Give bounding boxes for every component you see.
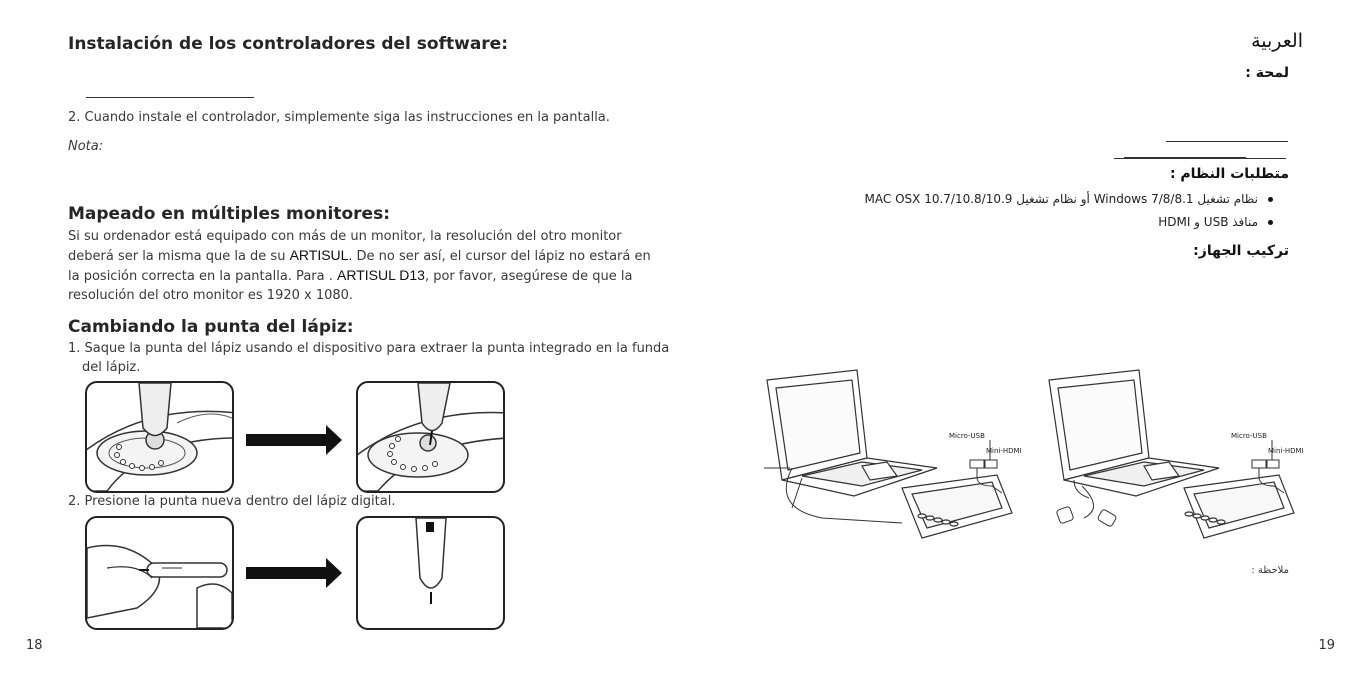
bullet-icon [1268, 220, 1273, 225]
requirement-ports [1158, 215, 1273, 229]
label-micro-usb-1: Micro-USB [949, 432, 985, 440]
arabic-title: العربية [1251, 30, 1303, 52]
multi-text: deberá ser la misma que la de su [68, 249, 290, 264]
req-os-ar-1: نظام تشغيل [1197, 192, 1258, 206]
heading-change-tip: Cambiando la punta del lápiz: [68, 317, 354, 337]
multi-text: la posición correcta en la pantalla. Para . [68, 269, 337, 284]
pen-holder-illustration [358, 383, 503, 491]
brand-model: ARTISUL D13 [337, 267, 425, 283]
tip-step-1-line-1: 1. Saque la punta del lápiz usando el dispositivo para extraer la punta integrado en la funda [68, 341, 670, 356]
illustration-extract-nib-after [356, 381, 505, 493]
multi-monitor-paragraph [68, 227, 658, 305]
page-number-left: 18 [26, 638, 43, 653]
laptop-connection-diagram-2 [1044, 368, 1314, 552]
device-install-heading: تركيب الجهاز: [1193, 243, 1289, 259]
bullet-icon [1268, 197, 1273, 202]
blank-line [86, 97, 254, 98]
illustration-extract-nib-before [85, 381, 234, 493]
tablet-label: لمحة : [1245, 65, 1289, 81]
arrow-right-icon [246, 425, 346, 455]
blank-line [1124, 157, 1246, 159]
multi-text: De no ser así, el cursor del lápiz no estará en [352, 249, 651, 264]
multi-line-2 [68, 246, 658, 266]
multi-line-4: resolución del otro monitor es 1920 x 1080. [68, 288, 354, 303]
requirement-os [865, 192, 1273, 206]
illustration-insert-nib-before [85, 516, 234, 630]
pen-with-nib-illustration [358, 518, 503, 628]
page-number-right: 19 [1318, 638, 1335, 653]
multi-line-1: Si su ordenador está equipado con más de un monitor, la resolución del otro monitor [68, 229, 622, 244]
note-arabic: ملاحظة : [1251, 565, 1289, 576]
label-micro-usb-2: Micro-USB [1231, 432, 1267, 440]
label-mini-hdmi-2: Mini-HDMI [1268, 447, 1304, 455]
illustration-insert-nib-after [356, 516, 505, 630]
multi-line-3 [68, 266, 658, 286]
req-os-ar-2: نظام تشغيل [1016, 192, 1077, 206]
multi-text: , por favor, asegúrese de que la [424, 269, 633, 284]
brand-name: ARTISUL. [289, 247, 353, 263]
tip-step-1-line-2: del lápiz. [82, 360, 141, 375]
system-requirements-heading: متطلبات النظام : [1169, 166, 1289, 182]
tip-step-2: 2. Presione la punta nueva dentro del lápiz digital. [68, 494, 396, 509]
blank-line [1166, 141, 1288, 142]
hand-inserting-nib-illustration [87, 518, 232, 628]
heading-multi-monitor: Mapeado en múltiples monitores: [68, 204, 390, 224]
laptop-connection-diagram-1 [762, 368, 1032, 552]
arrow-right-icon [246, 558, 346, 588]
req-os-mac: MAC OSX 10.7/10.8/10.9 [864, 192, 1013, 206]
heading-install: Instalación de los controladores del software: [68, 34, 509, 54]
req-os-windows: Windows 7/8/8.1 [1093, 192, 1194, 206]
req-ports-text: منافذ USB و HDMI [1158, 215, 1258, 229]
req-os-or: أو [1080, 192, 1090, 206]
pen-holder-illustration [87, 383, 232, 491]
note-label: Nota: [68, 139, 104, 154]
label-mini-hdmi-1: Mini-HDMI [986, 447, 1022, 455]
tip-step-1 [68, 339, 669, 377]
install-step-2: 2. Cuando instale el controlador, simplemente siga las instrucciones en la pantalla. [68, 110, 610, 125]
